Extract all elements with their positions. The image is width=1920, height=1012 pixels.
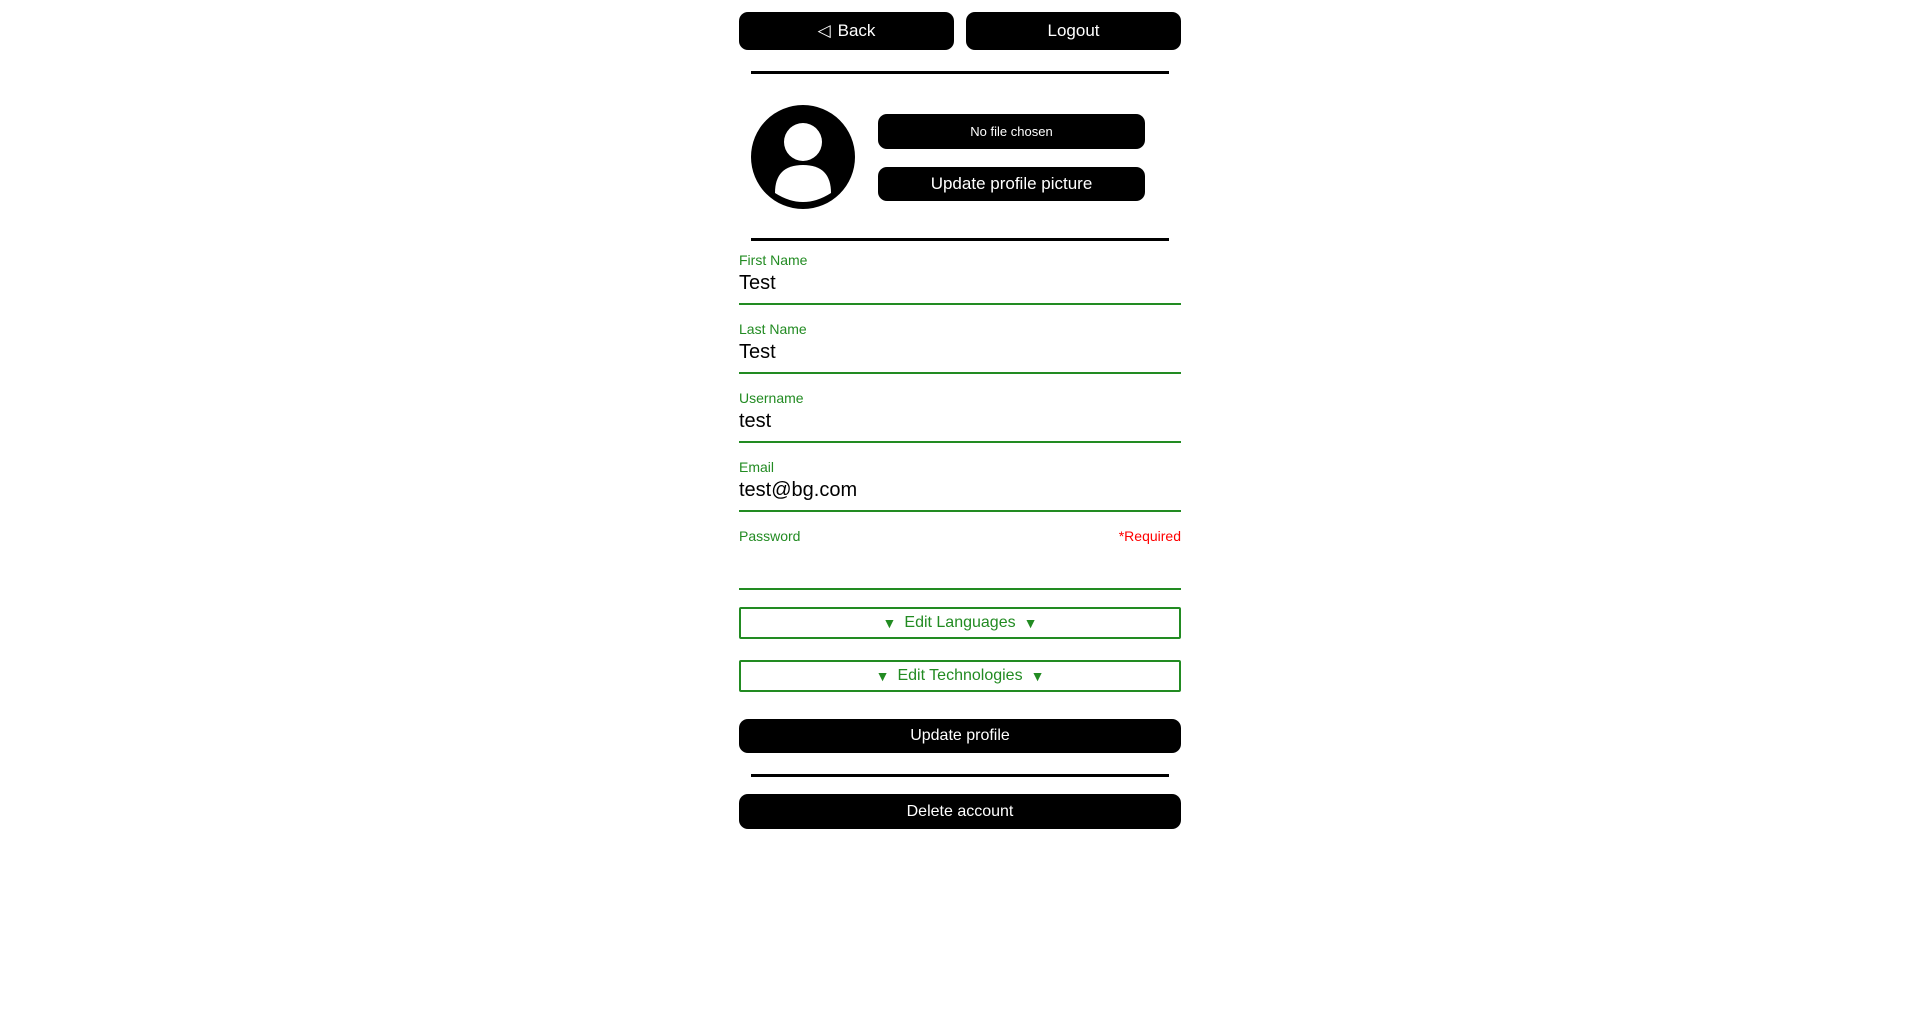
profile-form (739, 252, 1181, 753)
last-name-input[interactable] (739, 338, 1181, 374)
divider-danger (751, 774, 1169, 777)
update-profile-picture-button[interactable] (878, 167, 1145, 201)
divider-picture (751, 238, 1169, 241)
password-field (739, 528, 1181, 590)
password-required-note: *Required (1118, 528, 1181, 544)
chevron-down-icon: ▼ (1030, 668, 1045, 684)
back-button-label: Back (837, 21, 876, 40)
logout-button[interactable] (966, 12, 1181, 50)
back-arrow-icon: ◁ (817, 21, 831, 40)
last-name-field (739, 321, 1181, 374)
divider-top (751, 71, 1169, 74)
first-name-label: First Name (739, 252, 808, 268)
email-label: Email (739, 459, 775, 475)
username-field (739, 390, 1181, 443)
file-input-status: No file chosen (970, 123, 1053, 139)
username-input[interactable] (739, 407, 1181, 443)
back-button[interactable] (739, 12, 954, 50)
chevron-down-icon: ▼ (882, 615, 897, 631)
username-label: Username (739, 390, 804, 406)
update-profile-button[interactable] (739, 719, 1181, 753)
email-input[interactable] (739, 476, 1181, 512)
delete-account-button[interactable] (739, 794, 1181, 829)
user-avatar-icon (751, 105, 855, 209)
chevron-down-icon: ▼ (875, 668, 890, 684)
edit-languages-toggle[interactable] (739, 607, 1181, 639)
update-profile-picture-label: Update profile picture (930, 173, 1093, 193)
top-nav (739, 12, 1181, 50)
edit-technologies-toggle[interactable] (739, 660, 1181, 692)
password-label-row (739, 528, 1181, 545)
delete-account-label: Delete account (906, 802, 1014, 820)
picture-actions (878, 114, 1145, 201)
first-name-input[interactable] (739, 269, 1181, 305)
update-profile-label: Update profile (910, 727, 1010, 744)
password-label: Password (739, 528, 801, 544)
edit-languages-label: Edit Languages (904, 614, 1016, 631)
profile-picture-section (739, 105, 1181, 209)
chevron-down-icon: ▼ (1023, 615, 1038, 631)
logout-button-label: Logout (1047, 21, 1100, 40)
file-input-button[interactable] (878, 114, 1145, 149)
first-name-field (739, 252, 1181, 305)
profile-edit-page (739, 0, 1181, 829)
last-name-label: Last Name (739, 321, 807, 337)
email-field (739, 459, 1181, 512)
password-input[interactable] (739, 545, 1181, 590)
edit-technologies-label: Edit Technologies (897, 667, 1023, 684)
